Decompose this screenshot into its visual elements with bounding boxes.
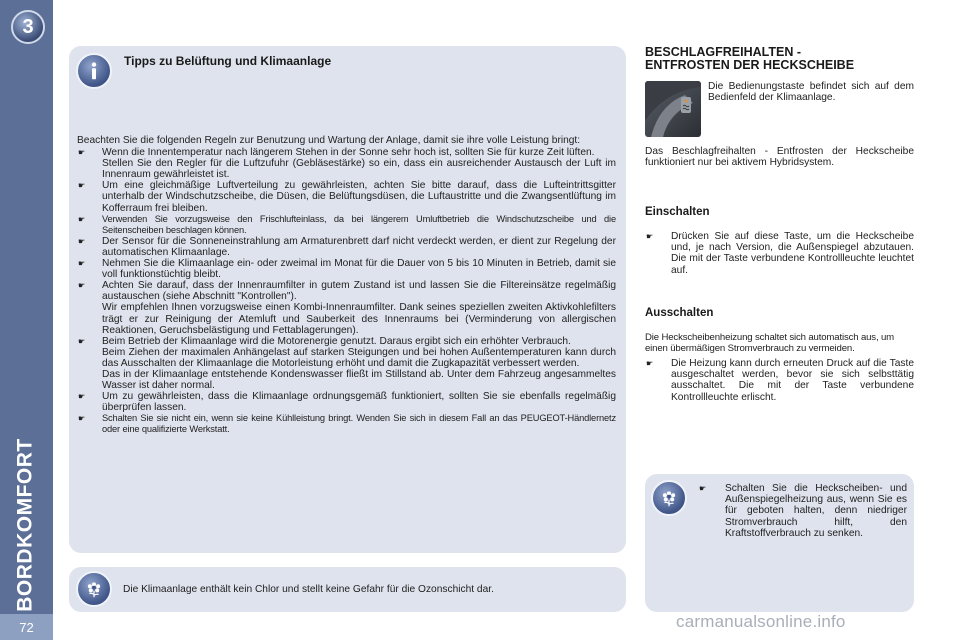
chapter-title-container <box>4 438 48 612</box>
flower-eco-icon <box>651 480 687 516</box>
eco-note-text: Die Klimaanlage enthält kein Chlor und stellt keine Gefahr für die Ozonschicht dar. <box>123 584 494 595</box>
chapter-title: BORDKOMFORT <box>14 438 38 612</box>
chapter-number-badge <box>11 10 45 44</box>
list-item: ☛ Beim Betrieb der Klimaanlage wird die Motorenergie genutzt. Daraus ergibt sich ein erhöhter Verbrauch. Beim Ziehen der maximalen Anhängelast auf starken Steigungen und bei hohen Außentemperaturen kann durch das Ausschalten der Klimaanlage die Motorleistung erhöht und damit die Zugkapazität verbessert werden. Das in der Klimaanlage entstehende Kondenswasser fließt im Stillstand ab. Unter dem Fahrzeug angesammeltes Wasser ist daher normal. <box>77 336 616 391</box>
watermark: carmanualsonline.info <box>676 612 846 631</box>
info-icon <box>76 53 112 89</box>
flower-eco-icon <box>76 571 112 607</box>
eco-note-panel <box>69 567 626 612</box>
defrost-button-photo <box>645 81 701 137</box>
switch-on-bullet: ☛ Drücken Sie auf diese Taste, um die Heckscheibe und, je nach Version, die Außenspiegel abzutauen. Die mit der Taste verbundene Kontrollleuchte leuchtet auf. <box>645 231 914 276</box>
chapter-number: 3 <box>22 15 34 38</box>
defrost-intro: Das Beschlagfreihalten - Entfrosten der Heckscheibe funktioniert nur bei aktivem Hybridsystem. <box>645 146 914 169</box>
list-item: ☛ Wenn die Innentemperatur nach längerem Stehen in der Sonne sehr hoch ist, sollten Sie für kurze Zeit lüften. Stellen Sie den Regler für die Luftzufuhr (Gebläsestärke) so ein, dass ein ausreichender Austausch der Luft im Innenraum gewährleistet ist. <box>77 147 616 180</box>
tips-intro: Beachten Sie die folgenden Regeln zur Benutzung und Wartung der Anlage, damit sie ihre volle Leistung bringt: <box>77 135 581 146</box>
list-item: ☛ Achten Sie darauf, dass der Innenraumfilter in gutem Zustand ist und lassen Sie die Filtereinsätze regelmäßig austauschen (siehe Abschnitt "Kontrollen"). Wir empfehlen Ihnen vorzugsweise einen Kombi-Innenraumfilter. Dank seines speziellen zweiten Aktivkohlefilters trägt er zur Reinigung der Atemluft und Sauberkeit des Innenraums bei (Verminderung von allergischen Reaktionen, Geruchsbelästigung und Fettablagerungen). <box>77 280 616 335</box>
defrost-title: BESCHLAGFREIHALTEN - ENTFROSTEN DER HECKSCHEIBE <box>645 45 855 72</box>
tips-panel <box>69 46 626 553</box>
list-item: ☛ Nehmen Sie die Klimaanlage ein- oder zweimal im Monat für die Dauer von 5 bis 10 Minuten in Betrieb, damit sie voll funktionstüchtig bleibt. <box>77 258 616 280</box>
eco-tip-panel <box>645 474 914 612</box>
switch-on-heading: Einschalten <box>645 206 710 218</box>
list-item: ☛ Schalten Sie sie nicht ein, wenn sie keine Kühlleistung bringt. Wenden Sie sich in diesem Fall an das PEUGEOT-Händlernetz oder eine qualifizierte Werkstatt. <box>77 413 616 435</box>
list-item: ☛ Verwenden Sie vorzugsweise den Frischlufteinlass, da bei längerem Umluftbetrieb die Windschutzscheibe und die Seitenscheiben beschlagen können. <box>77 214 616 236</box>
switch-off-text: Die Heckscheibenheizung schaltet sich automatisch aus, um einen übermäßigen Stromverbrauch zu vermeiden. <box>645 332 895 354</box>
page-number: 72 <box>0 614 53 640</box>
tips-title: Tipps zu Belüftung und Klimaanlage <box>124 54 332 68</box>
eco-tip-text: ☛ Schalten Sie die Heckscheiben- und Außenspiegelheizung aus, wenn Sie es für geboten halten, denn niedriger Stromverbrauch hilft, den Kraftstoffverbrauch zu senken. <box>699 483 907 539</box>
list-item: ☛ Um eine gleichmäßige Luftverteilung zu gewährleisten, achten Sie bitte darauf, dass die Lufteintrittsgitter unterhalb der Windschutzscheibe, die Düsen, die Belüftungsdüsen, die Luftaustritte und die Zwangsentlüftung im Kofferraum frei bleiben. <box>77 180 616 213</box>
chapter-sidebar <box>0 0 53 640</box>
switch-off-bullet: ☛ Die Heizung kann durch erneuten Druck auf die Taste ausgeschaltet werden, bevor sie sich selbsttätig ausschaltet. Die mit der Taste verbundene Kontrollleuchte erlischt. <box>645 358 914 403</box>
defrost-section <box>645 45 914 403</box>
list-item: ☛ Um zu gewährleisten, dass die Klimaanlage ordnungsgemäß funktioniert, sollten Sie sie ebenfalls regelmäßig überprüfen lassen. <box>77 391 616 413</box>
tips-list <box>77 147 616 435</box>
list-item: ☛ Der Sensor für die Sonneneinstrahlung am Armaturenbrett darf nicht verdeckt werden, er dient zur Regelung der automatischen Klimaanlage. <box>77 236 616 258</box>
photo-caption: Die Bedienungstaste befindet sich auf dem Bedienfeld der Klimaanlage. <box>708 81 914 104</box>
switch-off-heading: Ausschalten <box>645 307 714 319</box>
tips-body <box>77 135 616 436</box>
